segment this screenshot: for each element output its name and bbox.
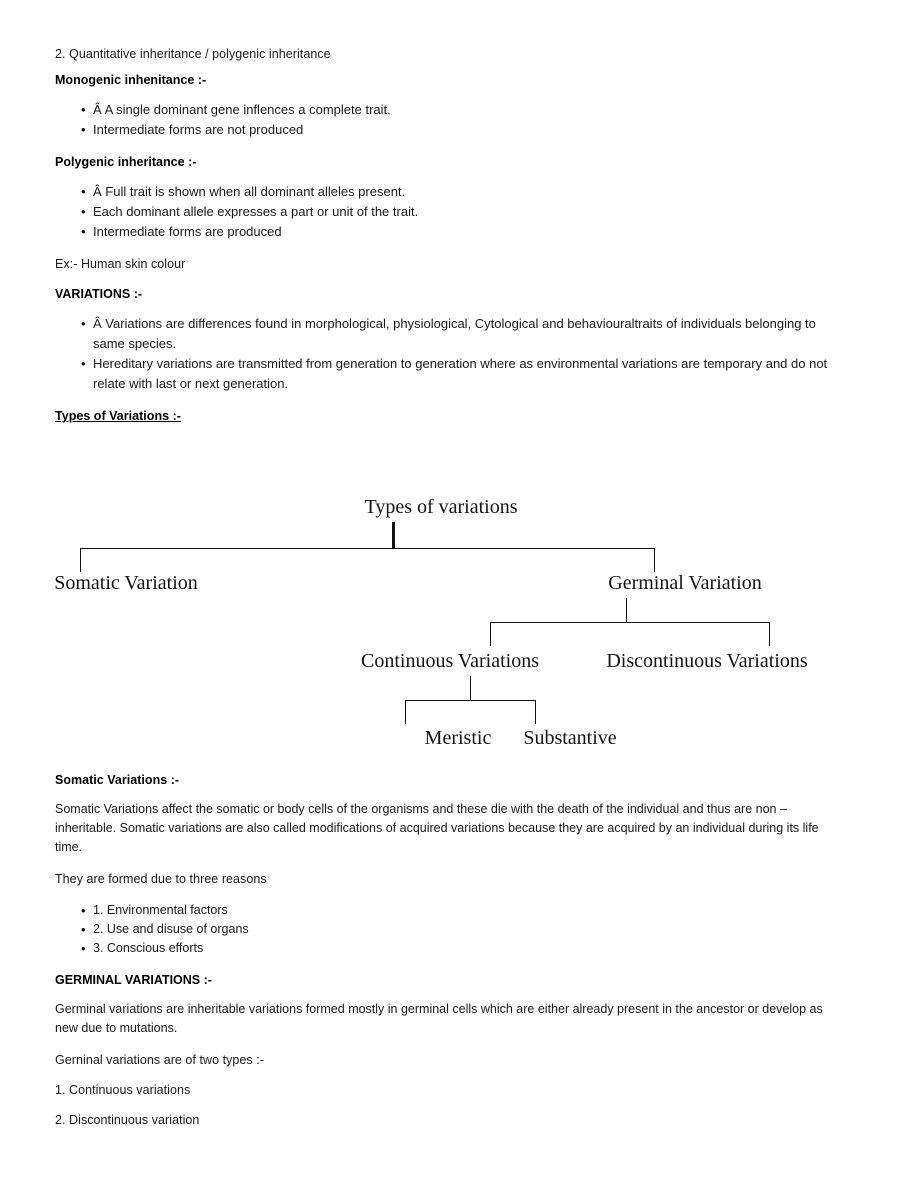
list-item: • 1. Environmental factors [93,901,845,920]
list-item: • 3. Conscious efforts [93,939,845,958]
variations-heading: VARIATIONS :- [55,287,143,301]
list-item: • Â Variations are differences found in morphological, physiological, Cytological and behaviouraltraits of individuals belonging to same species. [93,314,845,354]
somatic-variations-paragraph: Somatic Variations affect the somatic or body cells of the organisms and these die with the death of the individual and thus are non – inheritable. Somatic variations are also called modifications of acquired variations because they are acquired by an individual during its life time. [55,802,819,854]
monogenic-heading: Monogenic inhenitance :- [55,73,207,87]
list-item: • Â A single dominant gene inflences a complete trait. [93,100,845,120]
germinal-types-intro: Gerninal variations are of two types :- [55,1053,264,1067]
diagram-node-continuous: Continuous Variations [361,650,539,672]
diagram-connector-somatic-drop [80,548,81,572]
diagram-connector-level2-bar [490,622,770,623]
monogenic-list [55,100,845,140]
diagram-connector-level3-bar [405,700,536,701]
germinal-type-1: 1. Continuous variations [55,1083,191,1097]
list-item: • Intermediate forms are not produced [93,120,845,140]
germinal-variations-heading: GERMINAL VARIATIONS :- [55,973,212,987]
diagram-connector-substantive-drop [535,700,536,724]
diagram-connector-level1-bar [80,548,655,549]
polygenic-list [55,182,845,242]
document-content [55,46,845,436]
variations-list [55,314,845,394]
list-item: • Each dominant allele expresses a part or unit of the trait. [93,202,845,222]
diagram-connector-germinal-stem [626,598,627,622]
diagram-connector-meristic-drop [405,700,406,724]
germinal-variations-paragraph: Germinal variations are inheritable variations formed mostly in germinal cells which are either already present in the ancestor or develop as new due to mutations. [55,1002,823,1035]
diagram-node-somatic: Somatic Variation [54,572,198,594]
diagram-connector-discontinuous-drop [769,622,770,646]
diagram-connector-root-stem [392,522,395,548]
diagram-node-meristic: Meristic [424,727,492,749]
germinal-type-2: 2. Discontinuous variation [55,1113,200,1127]
reasons-intro: They are formed due to three reasons [55,872,267,886]
somatic-variations-heading: Somatic Variations :- [55,773,180,787]
diagram-node-root: Types of variations [364,496,518,518]
types-of-variations-heading: Types of Variations :- [55,409,181,423]
diagram-connector-continuous-stem [470,676,471,700]
example-line: Ex:- Human skin colour [55,257,186,271]
diagram-node-discontinuous: Discontinuous Variations [606,650,808,672]
diagram-connector-germinal-drop [654,548,655,572]
diagram-connector-continuous-drop [490,622,491,646]
intro-line: 2. Quantitative inheritance / polygenic inheritance [55,47,331,61]
diagram-node-germinal: Germinal Variation [608,572,762,594]
diagram-node-substantive: Substantive [523,727,617,749]
list-item: • 2. Use and disuse of organs [93,920,845,939]
list-item: • Intermediate forms are produced [93,222,845,242]
reasons-list [55,901,845,958]
document-content-lower [55,772,845,1142]
types-of-variations-diagram [0,474,900,774]
list-item: • Â Full trait is shown when all dominant alleles present. [93,182,845,202]
list-item: • Hereditary variations are transmitted from generation to generation where as environmental variations are temporary and do not relate with last or next generation. [93,354,845,394]
polygenic-heading: Polygenic inheritance :- [55,155,197,169]
